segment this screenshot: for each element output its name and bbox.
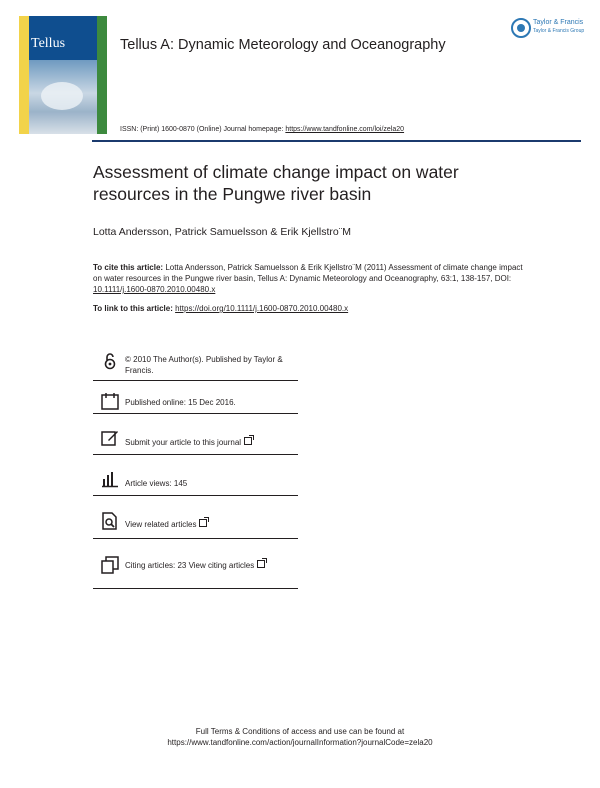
submit-row[interactable] [93, 413, 298, 455]
license-row [93, 350, 298, 381]
publisher-subtitle: Taylor & Francis Group [533, 28, 585, 34]
publisher-name: Taylor & Francis [533, 19, 584, 26]
license-text: © 2010 The Author(s). Published by Taylor & Francis. [125, 355, 283, 375]
journal-cover [19, 16, 107, 134]
footer-terms-link[interactable]: https://www.tandfonline.com/action/journalInformation?journalCode=zela20 [167, 738, 433, 747]
citing-label: Citing articles: 23 View citing articles [125, 561, 255, 570]
open-access-icon [101, 352, 119, 370]
external-link-icon [257, 560, 265, 568]
edit-icon [101, 429, 119, 447]
issn-line [120, 126, 404, 133]
doi-link[interactable]: 10.1111/j.1600-0870.2010.00480.x [93, 285, 216, 294]
published-date: Published online: 15 Dec 2016. [125, 398, 236, 407]
footer [0, 726, 600, 748]
issn-text: ISSN: (Print) 1600-0870 (Online) Journal homepage: [120, 126, 286, 133]
submit-article-link[interactable] [125, 437, 301, 448]
journal-title: Tellus A: Dynamic Meteorology and Oceanography [120, 37, 446, 53]
journal-homepage-link[interactable]: https://www.tandfonline.com/loi/zela20 [285, 126, 405, 133]
search-document-icon [101, 512, 119, 530]
related-articles-link[interactable] [125, 519, 301, 530]
cover-title: Tellus [31, 36, 66, 51]
article-views: Article views: 145 [125, 479, 188, 488]
article-authors: Lotta Andersson, Patrick Samuelsson & Erik Kjellstro¨M [93, 226, 351, 238]
bar-chart-icon [101, 470, 119, 488]
related-label: View related articles [125, 520, 197, 529]
citation-block [93, 262, 533, 295]
footer-terms-text: Full Terms & Conditions of access and use can be found at [195, 727, 405, 736]
copy-icon [101, 556, 119, 574]
published-row [93, 380, 298, 414]
article-title: Assessment of climate change impact on water resources in the Pungwe river basin [93, 162, 459, 204]
external-link-icon [244, 437, 252, 445]
article-link-line [93, 304, 348, 313]
citation-text: Lotta Andersson, Patrick Samuelsson & Erik Kjellstro¨M (2011) Assessment of climate change impact on water resources in the Pungwe river basin, Tellus A: Dynamic Meteorology and Oceanography, 63:1, 138-157, DOI: [93, 263, 523, 283]
publisher-logo-icon [511, 18, 531, 38]
views-row [93, 454, 298, 496]
publisher-logo [511, 16, 583, 44]
link-label: To link to this article: [93, 304, 176, 313]
citing-row[interactable] [93, 538, 298, 589]
citation-label: To cite this article: [93, 263, 166, 272]
citing-articles-link[interactable] [125, 560, 301, 571]
header-divider [92, 140, 581, 142]
related-row[interactable] [93, 495, 298, 539]
calendar-icon [101, 392, 119, 410]
article-doi-url[interactable]: https://doi.org/10.1111/j.1600-0870.2010.00480.x [175, 304, 349, 313]
external-link-icon [199, 519, 207, 527]
submit-label: Submit your article to this journal [125, 438, 242, 447]
